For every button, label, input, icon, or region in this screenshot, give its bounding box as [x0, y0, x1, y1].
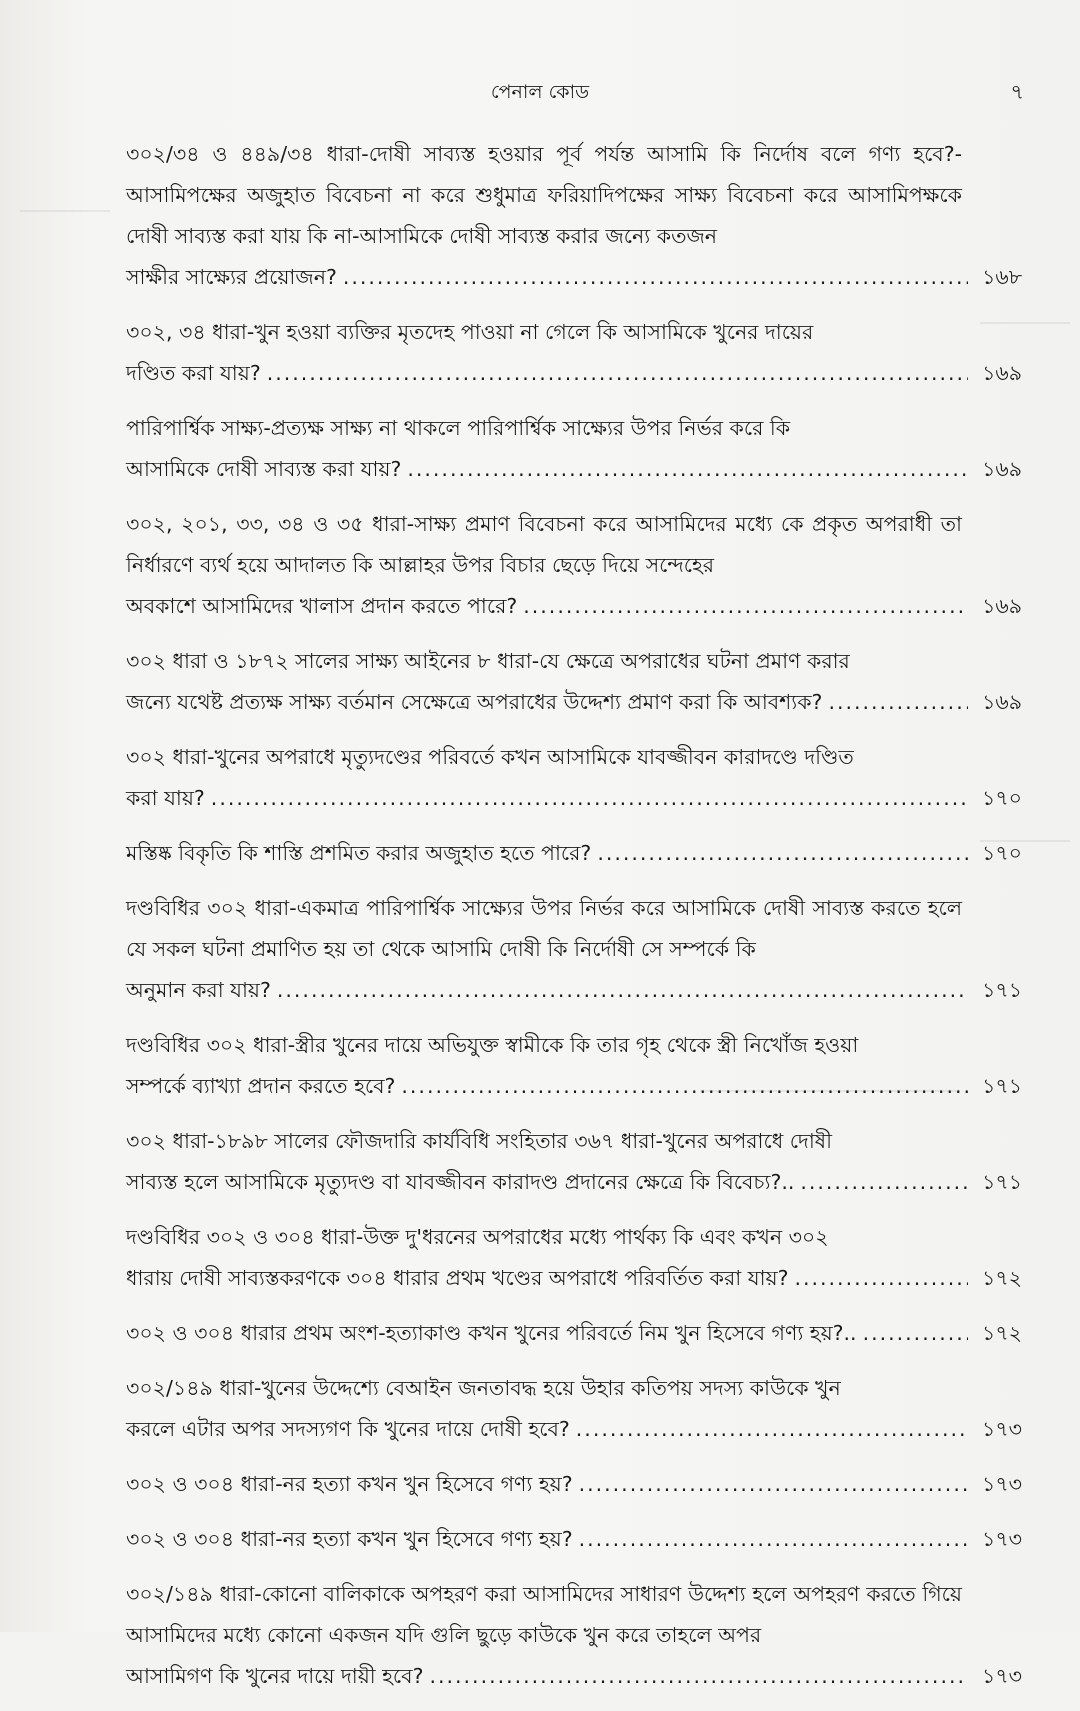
entry-final-text: সাক্ষীর সাক্ষ্যের প্রয়োজন?	[126, 265, 337, 289]
contents-entry	[126, 1217, 1022, 1299]
dot-leader	[863, 1313, 968, 1354]
entry-page-number: ১৬৯	[982, 594, 1022, 618]
entry-text: ৩০২, ৩৪ ধারা-খুন হওয়া ব্যক্তির মৃতদেহ পাওয়া না গেলে কি আসামিকে খুনের দায়ের	[126, 320, 814, 344]
contents-entry	[126, 833, 1022, 874]
entry-text: ৩০২/৩৪ ও ৪৪৯/৩৪ ধারা-দোষী সাব্যস্ত হওয়ার পূর্ব পর্যন্ত আসামি কি নির্দোষ বলে গণ্য হবে?-আসামিপক্ষের অজুহাত বিবেচনা না করে শুধুমাত্র ফরিয়াদিপক্ষের সাক্ষ্য বিবেচনা করে আসামিপক্ষকে দোষী সাব্যস্ত করা যায় কি না-আসামিকে দোষী সাব্যস্ত করার জন্যে কতজন	[126, 142, 962, 248]
entry-final-line	[126, 778, 1022, 819]
entry-text: ৩০২ ধারা ও ১৮৭২ সালের সাক্ষ্য আইনের ৮ ধারা-যে ক্ষেত্রে অপরাধের ঘটনা প্রমাণ করার	[126, 649, 850, 673]
entry-text: ৩০২/১৪৯ ধারা-কোনো বালিকাকে অপহরণ করা আসামিদের সাধারণ উদ্দেশ্য হলে অপহরণ করতে গিয়ে আসামিদের মধ্যে কোনো একজন যদি গুলি ছুড়ে কাউকে খুন করে তাহলে অপর	[126, 1582, 962, 1647]
entry-final-text: সম্পর্কে ব্যাখ্যা প্রদান করতে হবে?	[126, 1074, 396, 1098]
entry-final-text: ধারায় দোষী সাব্যস্তকরণকে ৩০৪ ধারার প্রথম খণ্ডের অপরাধে পরিবর্তিত করা যায়?	[126, 1266, 789, 1290]
dot-leader	[407, 449, 968, 490]
entry-final-line	[126, 586, 1022, 627]
entry-text: দণ্ডবিধির ৩০২ ধারা-একমাত্র পারিপার্শ্বিক সাক্ষ্যের উপর নির্ভর করে আসামিকে দোষী সাব্যস্ত করতে হলে যে সকল ঘটনা প্রমাণিত হয় তা থেকে আসামি দোষী কি নির্দোষী সে সম্পর্কে কি	[126, 896, 962, 961]
dot-leader	[828, 682, 968, 723]
contents-entry	[126, 888, 1022, 1011]
entry-page-number: ১৭০	[982, 786, 1022, 810]
entry-page-number: ১৭১	[982, 978, 1022, 1002]
page-header	[0, 74, 1080, 108]
entry-page-number: ১৭১	[982, 1170, 1022, 1194]
contents-entry	[126, 1121, 1022, 1203]
dot-leader	[401, 1066, 968, 1107]
dot-leader	[277, 970, 968, 1011]
dot-leader	[579, 1464, 968, 1505]
entry-final-line	[126, 1519, 1022, 1560]
dot-leader	[579, 1519, 968, 1560]
entry-final-text: করলে এটার অপর সদস্যগণ কি খুনের দায়ে দোষী হবে?	[126, 1417, 570, 1441]
entry-text: দণ্ডবিধির ৩০২ ও ৩০৪ ধারা-উক্ত দু'ধরনের অপরাধের মধ্যে পার্থক্য কি এবং কখন ৩০২	[126, 1225, 829, 1249]
entry-final-text: ৩০২ ও ৩০৪ ধারা-নর হত্যা কখন খুন হিসেবে গণ্য হয়?	[126, 1527, 573, 1551]
entry-final-text: আসামিকে দোষী সাব্যস্ত করা যায়?	[126, 457, 402, 481]
entry-page-number: ১৭২	[982, 1321, 1022, 1345]
entry-final-line	[126, 353, 1022, 394]
entry-final-text: ৩০২ ও ৩০৪ ধারার প্রথম অংশ-হত্যাকাণ্ড কখন খুনের পরিবর্তে নিম খুন হিসেবে গণ্য হয়?..	[126, 1321, 857, 1345]
entry-text: ৩০২ ধারা-১৮৯৮ সালের ফৌজদারি কার্যবিধি সংহিতার ৩৬৭ ধারা-খুনের অপরাধে দোষী	[126, 1129, 832, 1153]
entry-final-line	[126, 1066, 1022, 1107]
dot-leader	[523, 586, 968, 627]
entry-final-line	[126, 1656, 1022, 1697]
entry-final-text: অনুমান করা যায়?	[126, 978, 271, 1002]
contents-entry	[126, 641, 1022, 723]
entry-page-number: ১৭৩	[982, 1417, 1022, 1441]
running-title: পেনাল কোড	[490, 81, 590, 103]
entry-final-line	[126, 1464, 1022, 1505]
entry-final-line	[126, 449, 1022, 490]
contents-entry	[126, 312, 1022, 394]
entry-page-number: ১৭৩	[982, 1664, 1022, 1688]
entry-page-number: ১৬৮	[982, 265, 1022, 289]
entry-final-text: ৩০২ ও ৩০৪ ধারা-নর হত্যা কখন খুন হিসেবে গণ্য হয়?	[126, 1472, 573, 1496]
entry-final-line	[126, 833, 1022, 874]
contents-entry	[126, 1025, 1022, 1107]
entry-page-number: ১৭১	[982, 1074, 1022, 1098]
bleed-through-mark	[20, 210, 110, 212]
entry-text: ৩০২, ২০১, ৩৩, ৩৪ ও ৩৫ ধারা-সাক্ষ্য প্রমাণ বিবেচনা করে আসামিদের মধ্যে কে প্রকৃত অপরাধী তা নির্ধারণে ব্যর্থ হয়ে আদালত কি আল্লাহর উপর বিচার ছেড়ে দিয়ে সন্দেহের	[126, 512, 962, 577]
contents-entry	[126, 504, 1022, 627]
contents-entry	[126, 1574, 1022, 1697]
entry-final-text: আসামিগণ কি খুনের দায়ে দায়ী হবে?	[126, 1664, 424, 1688]
entry-final-line	[126, 1258, 1022, 1299]
entry-page-number: ১৬৯	[982, 361, 1022, 385]
entry-page-number: ১৬৯	[982, 690, 1022, 714]
entry-page-number: ১৭৩	[982, 1527, 1022, 1551]
entry-text: ৩০২/১৪৯ ধারা-খুনের উদ্দেশ্যে বেআইন জনতাবদ্ধ হয়ে উহার কতিপয় সদস্য কাউকে খুন	[126, 1376, 841, 1400]
entry-final-text: দণ্ডিত করা যায়?	[126, 361, 261, 385]
contents-entry	[126, 408, 1022, 490]
entry-final-text: করা যায়?	[126, 786, 205, 810]
contents-list	[126, 134, 1022, 1711]
dot-leader	[597, 833, 968, 874]
entry-final-line	[126, 1313, 1022, 1354]
dot-leader	[211, 778, 968, 819]
contents-entry	[126, 1464, 1022, 1505]
dot-leader	[429, 1656, 968, 1697]
contents-entry	[126, 737, 1022, 819]
entry-final-text: মস্তিষ্ক বিকৃতি কি শাস্তি প্রশমিত করার অজুহাত হতে পারে?	[126, 841, 592, 865]
dot-leader	[576, 1409, 968, 1450]
entry-final-line	[126, 1162, 1022, 1203]
entry-page-number: ১৭০	[982, 841, 1022, 865]
dot-leader	[343, 257, 968, 298]
contents-entry	[126, 1368, 1022, 1450]
entry-final-text: জন্যে যথেষ্ট প্রত্যক্ষ সাক্ষ্য বর্তমান সেক্ষেত্রে অপরাধের উদ্দেশ্য প্রমাণ করা কি আবশ্যক?	[126, 690, 823, 714]
entry-page-number: ১৬৯	[982, 457, 1022, 481]
contents-entry	[126, 134, 1022, 298]
entry-final-line	[126, 970, 1022, 1011]
entry-text: পারিপার্শ্বিক সাক্ষ্য-প্রত্যক্ষ সাক্ষ্য না থাকলে পারিপার্শ্বিক সাক্ষ্যের উপর নির্ভর করে কি	[126, 416, 791, 440]
dot-leader	[267, 353, 968, 394]
dot-leader	[800, 1162, 968, 1203]
entry-final-line	[126, 1409, 1022, 1450]
entry-text: ৩০২ ধারা-খুনের অপরাধে মৃত্যুদণ্ডের পরিবর্তে কখন আসামিকে যাবজ্জীবন কারাদণ্ডে দণ্ডিত	[126, 745, 854, 769]
entry-final-text: অবকাশে আসামিদের খালাস প্রদান করতে পারে?	[126, 594, 518, 618]
contents-entry	[126, 1519, 1022, 1560]
entry-final-line	[126, 257, 1022, 298]
entry-final-text: সাব্যস্ত হলে আসামিকে মৃত্যুদণ্ড বা যাবজ্জীবন কারাদণ্ড প্রদানের ক্ষেত্রে কি বিবেচ্য?..	[126, 1170, 795, 1194]
entry-page-number: ১৭৩	[982, 1472, 1022, 1496]
page-number: ৭	[1010, 80, 1024, 104]
entry-page-number: ১৭২	[982, 1266, 1022, 1290]
entry-final-line	[126, 682, 1022, 723]
entry-text: দণ্ডবিধির ৩০২ ধারা-স্ত্রীর খুনের দায়ে অভিযুক্ত স্বামীকে কি তার গৃহ থেকে স্ত্রী নিখোঁজ হওয়া	[126, 1033, 859, 1057]
contents-entry	[126, 1313, 1022, 1354]
dot-leader	[794, 1258, 968, 1299]
